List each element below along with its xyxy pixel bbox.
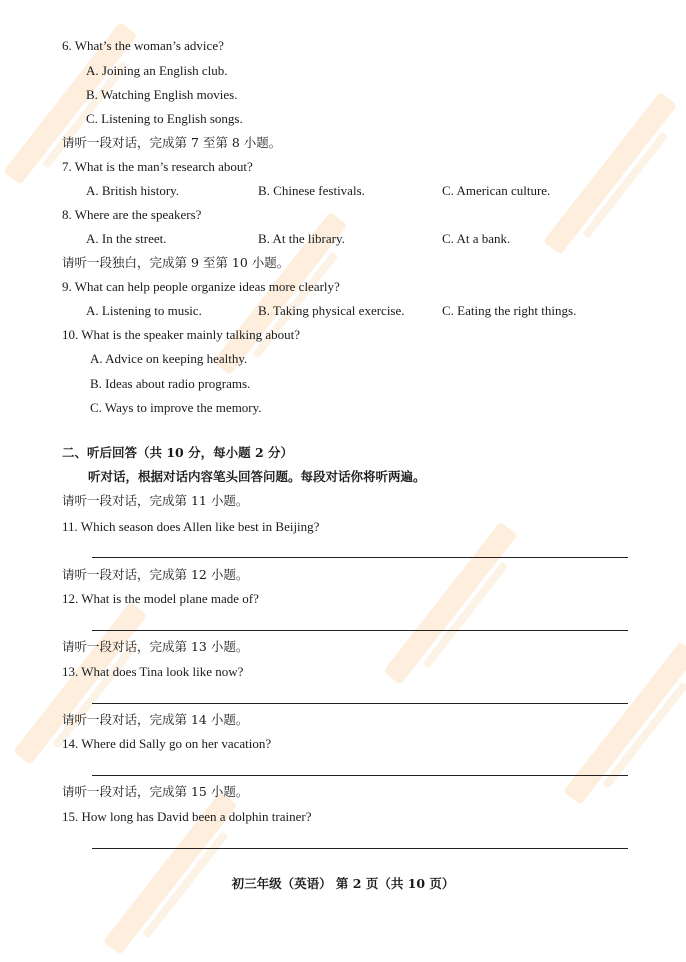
instruction-15: 请听一段对话，完成第 15 小题。 bbox=[62, 784, 249, 799]
answer-line-11[interactable] bbox=[92, 557, 628, 558]
q9-option-a: A. Listening to music. bbox=[86, 303, 202, 318]
q9-option-b: B. Taking physical exercise. bbox=[258, 303, 405, 318]
question-8 bbox=[62, 206, 201, 224]
question-14 bbox=[62, 735, 271, 753]
question-text: What is the model plane made of? bbox=[81, 591, 259, 606]
q7-option-b: B. Chinese festivals. bbox=[258, 183, 365, 198]
question-7 bbox=[62, 158, 253, 176]
question-text: What can help people organize ideas more clearly? bbox=[74, 279, 340, 294]
q6-option-b: B. Watching English movies. bbox=[86, 87, 238, 102]
q10-option-c: C. Ways to improve the memory. bbox=[90, 400, 262, 415]
watermark bbox=[383, 522, 527, 693]
q10-option-b: B. Ideas about radio programs. bbox=[90, 376, 251, 391]
instruction-7-8: 请听一段对话，完成第 7 至第 8 小题。 bbox=[62, 135, 282, 150]
q9-option-c: C. Eating the right things. bbox=[442, 303, 577, 318]
instruction-13: 请听一段对话，完成第 13 小题。 bbox=[62, 639, 249, 654]
q8-option-b: B. At the library. bbox=[258, 231, 345, 246]
instruction-12: 请听一段对话，完成第 12 小题。 bbox=[62, 567, 249, 582]
question-text: What is the man’s research about? bbox=[74, 159, 253, 174]
question-number: 14. bbox=[62, 736, 79, 751]
question-number: 10. bbox=[62, 327, 79, 342]
question-text: How long has David been a dolphin trainer? bbox=[81, 809, 312, 824]
question-15 bbox=[62, 808, 311, 826]
answer-line-12[interactable] bbox=[92, 630, 628, 631]
question-number: 13. bbox=[62, 664, 79, 679]
question-13 bbox=[62, 663, 243, 681]
question-9 bbox=[62, 278, 340, 296]
watermark bbox=[563, 642, 686, 813]
question-12 bbox=[62, 590, 259, 608]
question-number: 8. bbox=[62, 207, 72, 222]
answer-line-15[interactable] bbox=[92, 848, 628, 849]
question-10 bbox=[62, 326, 300, 344]
question-text: What’s the woman’s advice? bbox=[74, 38, 224, 53]
question-6 bbox=[62, 37, 224, 55]
question-number: 7. bbox=[62, 159, 72, 174]
q8-option-a: A. In the street. bbox=[86, 231, 167, 246]
question-number: 15. bbox=[62, 809, 79, 824]
instruction-11: 请听一段对话，完成第 11 小题。 bbox=[62, 493, 249, 508]
instruction-14: 请听一段对话，完成第 14 小题。 bbox=[62, 712, 249, 727]
question-text: What is the speaker mainly talking about? bbox=[81, 327, 301, 342]
question-text: Which season does Allen like best in Beijing? bbox=[80, 519, 320, 534]
section-2-title: 二、听后回答（共 10 分，每小题 2 分） bbox=[62, 445, 294, 460]
question-number: 9. bbox=[62, 279, 72, 294]
page-footer: 初三年级（英语） 第 2 页（共 10 页） bbox=[231, 876, 455, 891]
question-text: What does Tina look like now? bbox=[81, 664, 244, 679]
q6-option-a: A. Joining an English club. bbox=[86, 63, 228, 78]
q6-option-c: C. Listening to English songs. bbox=[86, 111, 243, 126]
q10-option-a: A. Advice on keeping healthy. bbox=[90, 351, 248, 366]
question-text: Where are the speakers? bbox=[74, 207, 202, 222]
q7-option-a: A. British history. bbox=[86, 183, 180, 198]
question-11 bbox=[62, 518, 319, 536]
q8-option-c: C. At a bank. bbox=[442, 231, 511, 246]
question-number: 12. bbox=[62, 591, 79, 606]
answer-line-14[interactable] bbox=[92, 775, 628, 776]
instruction-9-10: 请听一段独白，完成第 9 至第 10 小题。 bbox=[62, 255, 290, 270]
section-2-directions: 听对话，根据对话内容笔头回答问题。每段对话你将听两遍。 bbox=[88, 469, 426, 484]
question-text: Where did Sally go on her vacation? bbox=[81, 736, 272, 751]
answer-line-13[interactable] bbox=[92, 703, 628, 704]
question-number: 11. bbox=[62, 519, 78, 534]
q7-option-c: C. American culture. bbox=[442, 183, 551, 198]
question-number: 6. bbox=[62, 38, 72, 53]
watermark bbox=[543, 92, 686, 263]
